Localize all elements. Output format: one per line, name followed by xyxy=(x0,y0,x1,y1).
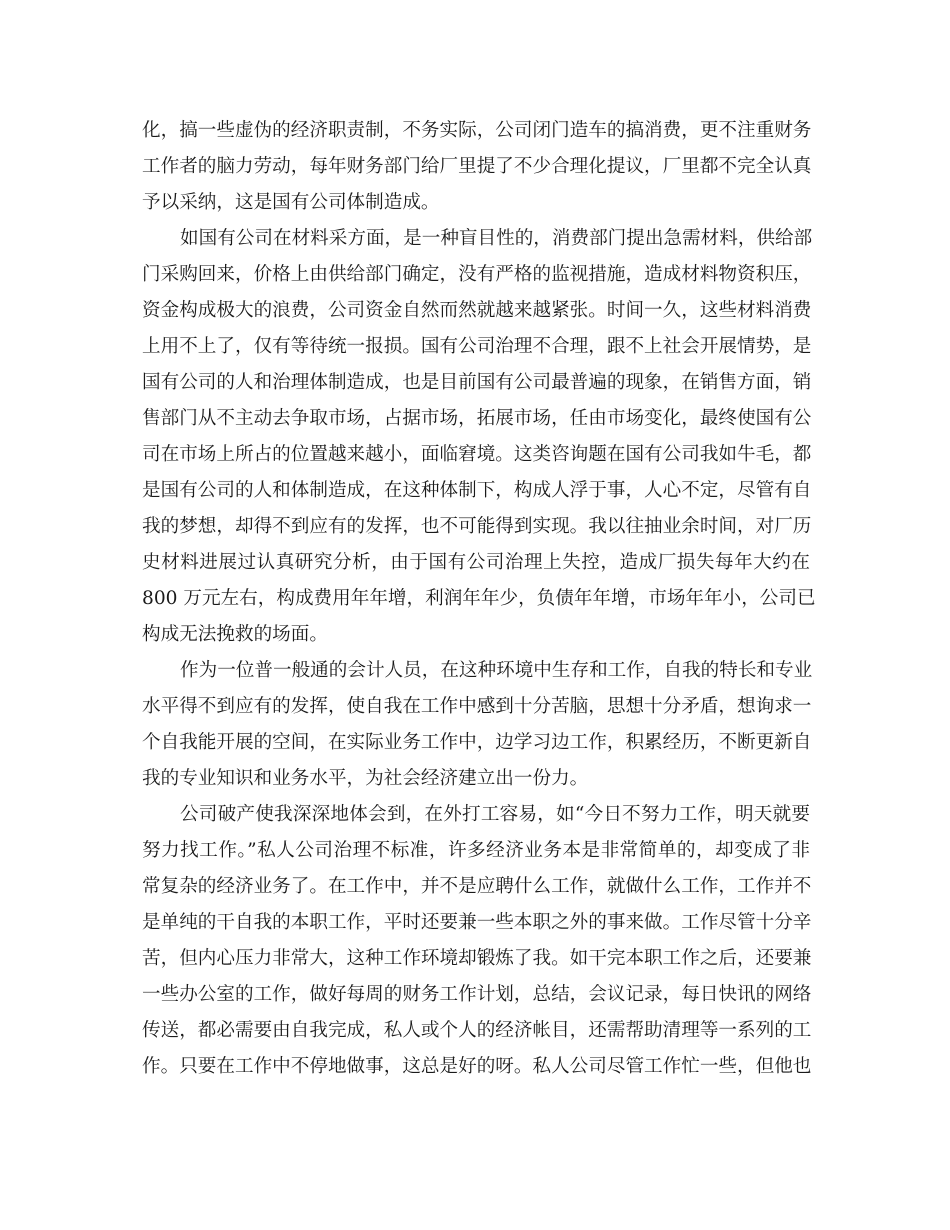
text-line: 予以采纳，这是国有公司体制造成。 xyxy=(142,192,440,213)
text-line: 一些办公室的工作，做好每周的财务工作计划，总结，会议记录，每日快讯的网络 xyxy=(142,984,812,1005)
text-line: 800 万元左右，构成费用年年增，利润年年少，负债年年增，市场年年小，公司已 xyxy=(142,588,816,609)
text-line: 门采购回来，价格上由供给部门确定，没有严格的监视措施，造成材料物资积压， xyxy=(142,264,812,285)
text-line: 我的专业知识和业务水平，为社会经济建立出一份力。 xyxy=(142,768,589,789)
text-line: 工作者的脑力劳动，每年财务部门给厂里提了不少合理化提议，厂里都不完全认真 xyxy=(142,156,812,177)
text-line: 售部门从不主动去争取市场，占据市场，拓展市场，任由市场变化，最终使国有公 xyxy=(142,408,812,429)
text-line: 传送，都必需要由自我完成，私人或个人的经济帐目，还需帮助清理等一系列的工 xyxy=(142,1020,812,1041)
text-line: 司在市场上所占的位置越来越小，面临窘境。这类咨询题在国有公司我如牛毛，都 xyxy=(142,444,812,465)
text-line: 构成无法挽救的场面。 xyxy=(142,624,328,645)
text-line: 资金构成极大的浪费，公司资金自然而然就越来越紧张。时间一久，这些材料消费 xyxy=(142,300,812,321)
text-line: 作为一位普一般通的会计人员，在这种环境中生存和工作，自我的特长和专业 xyxy=(180,660,813,681)
text-line: 作。只要在工作中不停地做事，这总是好的呀。私人公司尽管工作忙一些，但他也 xyxy=(142,1056,812,1077)
text-line: 水平得不到应有的发挥，使自我在工作中感到十分苦脑，思想十分矛盾，想询求一 xyxy=(142,696,812,717)
text-line: 努力找工作。”私人公司治理不标准，许多经济业务本是非常简单的，却变成了非 xyxy=(142,840,810,861)
text-line: 史材料进展过认真研究分析，由于国有公司治理上失控，造成厂损失每年大约在 xyxy=(142,552,810,573)
text-line: 化，搞一些虚伪的经济职责制，不务实际，公司闭门造车的搞消费，更不注重财务 xyxy=(142,120,812,141)
text-line: 是国有公司的人和体制造成，在这种体制下，构成人浮于事，人心不定，尽管有自 xyxy=(142,480,812,501)
text-line: 国有公司的人和治理体制造成，也是目前国有公司最普遍的现象，在销售方面，销 xyxy=(142,372,812,393)
text-line: 是单纯的干自我的本职工作，平时还要兼一些本职之外的事来做。工作尽管十分辛 xyxy=(142,912,812,933)
text-line: 苦，但内心压力非常大，这种工作环境却锻炼了我。如干完本职工作之后，还要兼 xyxy=(142,948,812,969)
text-line: 我的梦想，却得不到应有的发挥，也不可能得到实现。我以往抽业余时间，对厂历 xyxy=(142,516,812,537)
body-text xyxy=(142,113,816,1085)
text-line: 个自我能开展的空间，在实际业务工作中，边学习边工作，积累经历，不断更新自 xyxy=(142,732,812,753)
text-line: 公司破产使我深深地体会到，在外打工容易，如“今日不努力工作，明天就要 xyxy=(180,804,810,825)
text-line: 如国有公司在材料采方面，是一种盲目性的，消费部门提出急需材料，供给部 xyxy=(180,228,813,249)
text-line: 常复杂的经济业务了。在工作中，并不是应聘什么工作，就做什么工作，工作并不 xyxy=(142,876,812,897)
text-line: 上用不上了，仅有等待统一报损。国有公司治理不合理，跟不上社会开展情势，是 xyxy=(142,336,812,357)
